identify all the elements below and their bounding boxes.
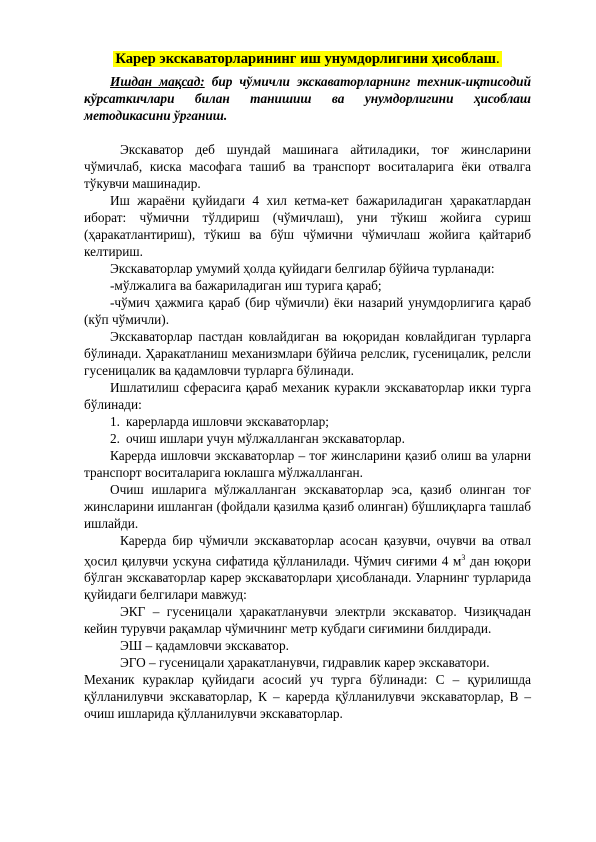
paragraph-ego: ЭГО – гусеницали ҳаракатланувчи, гидравлик карер экскаватори. [120,655,490,671]
paragraph-mechanical-shovels: Механик кураклар қуйидаги асосий уч турга бўлинади: С – қурилишда қўлланилувчи экскаваторлар, К – карерда қўлланилувчи экскаваторлар, В – очиш ишларида қўлланилувчи экскаваторлар. [84,672,531,722]
list-item: 2. очиш ишлари учун мўлжалланган экскаваторлар. [110,431,405,446]
paragraph-application-sphere: Ишлатилиш сферасига қараб механик куракли экскаваторлар икки турга бўлинади: [84,380,531,412]
goal-text: бир чўмичли экскаваторларнинг техник-иқтисодий кўрсаткичлари билан танишиш ва унумдорлигини ҳисоблаш методикасини ўрганиш. [84,74,531,123]
list-item: 1. карерларда ишловчи экскаваторлар; [110,414,329,429]
paragraph-digging-types: Экскаваторлар пастдан ковлайдиган ва юқоридан ковлайдиган турларга бўлинади. Ҳаракатланиш механизмлари бўйича релслик, гусеницалик, релсли гусеницалик ва қадамловчи турларга бўлинади. [84,329,531,378]
paragraph-esh: ЭШ – қадамловчи экскаватор. [120,638,289,654]
paragraph-definition: Экскаватор деб шундай машинага айтиладики, тоғ жинсларини чўмичлаб, киска масофага ташиб ва транспорт воситаларига ёки отвалга тўкувчи машинадир. [84,142,531,191]
goal-label: Ишдан мақсад: [110,74,205,89]
document-title [84,50,531,69]
paragraph-bucket-capacity: Карерда бир чўмичли экскаваторлар асосан қазувчи, очувчи ва отвал ҳосил қилувчи ускуна сифатида қўлланилади. Чўмич сиғими 4 $м^3$ дан юқори бўлган экскаваторлар карер экскаваторлари ҳисобланади. Уларнинг турларида қуйидаги белгилари мавжуд: [84,533,531,603]
paragraph-quarry-excavators: Карерда ишловчи экскаваторлар – тоғ жинсларини қазиб олиш ва уларни транспорт воситаларига юклашга мўлжалланган. [84,448,531,480]
paragraph-classification-intro: Экскаваторлар умумий ҳолда қуйидаги белгилар бўйича турланади: [110,261,495,276]
paragraph-ekg: ЭКГ – гусеницали ҳаракатланувчи электрли экскаватор. Чизиқчадан кейин турувчи рақамлар чўмичнинг метр кубдаги сиғимини билдиради. [84,604,531,637]
paragraph-dash-item-1: -мўлжалига ва бажариладиган иш турига қараб; [110,278,382,293]
paragraph-opening-excavators: Очиш ишларига мўлжалланган экскаваторлар эса, қазиб олинган тоғ жинсларини ишланган (фойдали қазилма қазиб олинган) бўшлиқларга ташлаб ишлайди. [84,482,531,531]
paragraph-dash-item-2: -чўмич ҳажмига қараб (бир чўмичли) ёки назарий унумдорлигига қараб (кўп чўмичли). [84,295,531,327]
title-highlight: Карер экскаваторларининг иш унумдорлигини ҳисоблаш. [115,51,500,67]
goal-paragraph [84,73,531,124]
paragraph-work-process: Иш жараёни қуйидаги 4 хил кетма-кет бажариладиган ҳаракатлардан иборат: чўмични тўлдириш (чўмичлаш), уни тўкиш жойига суриш (ҳаракатлантириш), тўкиш ва бўш чўмични чўмичлаш жойига қайтариб келтириш. [84,193,531,259]
document-page [84,50,531,722]
